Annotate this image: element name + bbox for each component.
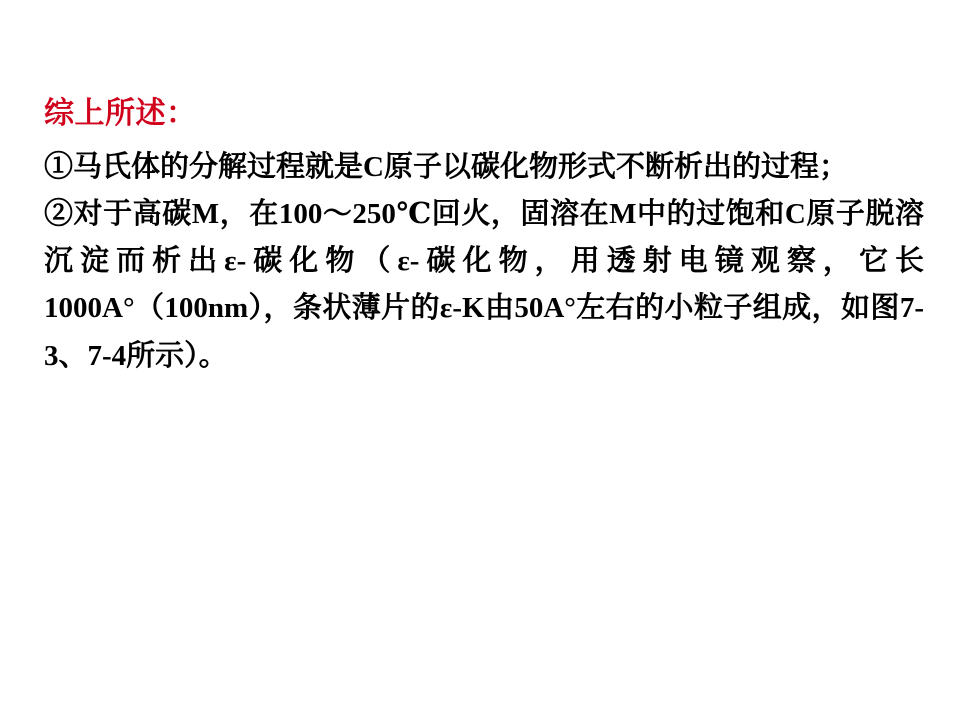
summary-heading: 综上所述： [44,97,197,130]
text-block [44,92,924,380]
paragraph-point-2: ②对于高碳M，在100～250℃回火，固溶在M中的过饱和C原子脱溶沉淀而析出ε-碳化物（ε-碳化物，用透射电镜观察，它长1000A°（100nm），条状薄片的ε-K由50A°左右的小粒子组成，如图7-3、7-4所示）。 [44,197,924,372]
paragraph-point-1: ①马氏体的分解过程就是C原子以碳化物形式不断析出的过程； [44,150,848,183]
